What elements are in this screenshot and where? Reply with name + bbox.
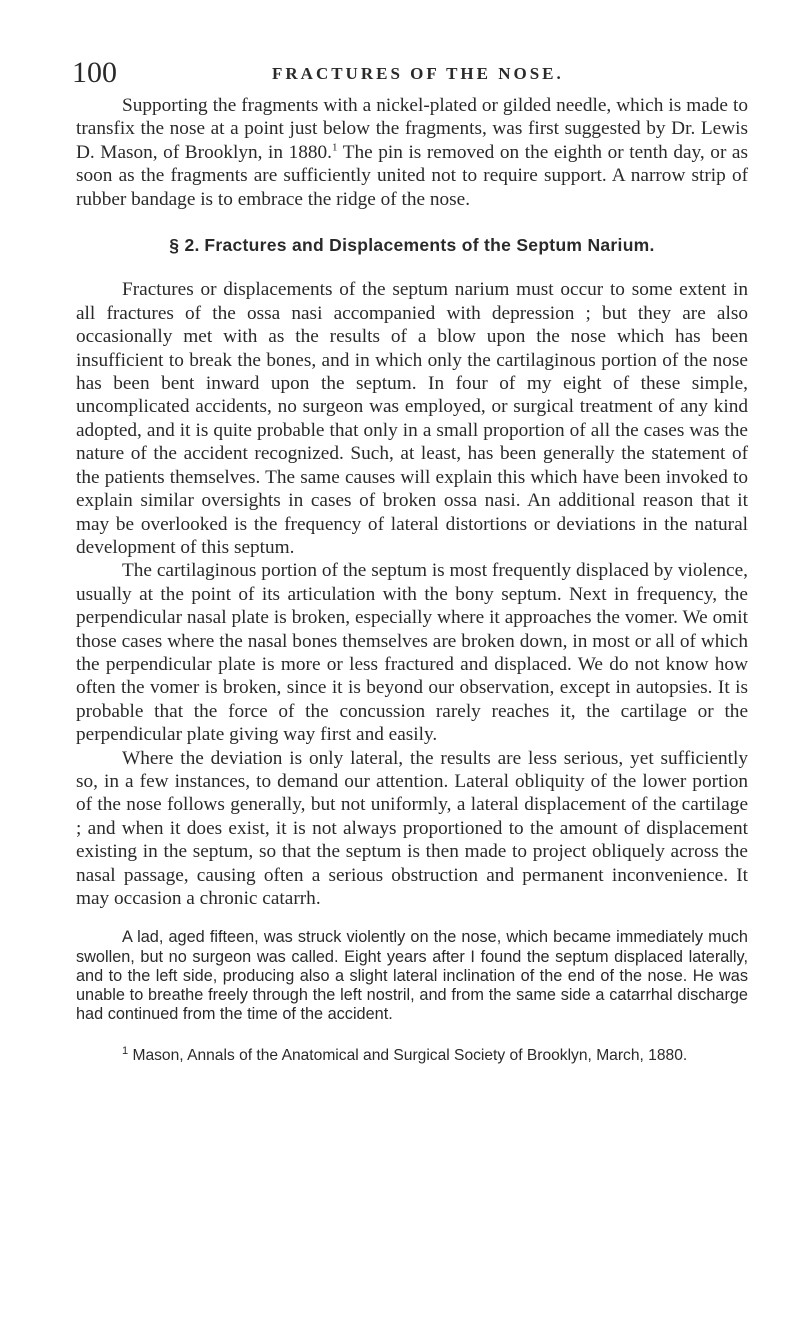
footnote-reference: 1 bbox=[331, 141, 338, 154]
intro-text-continued: The pin is removed on the eighth or tenth day, or as soon as the fragments are sufficiently united not to require support. A narrow strip of rubber bandage is to embrace the ridge of the nose. bbox=[76, 141, 748, 210]
body-paragraph: Where the deviation is only lateral, the results are less serious, yet sufficiently so, in a few instances, to demand our attention. Lateral obliquity of the lower portion of the nose follows generally, but not uniformly, a lateral displacement of the cartilage ; and when it does exist, it is not always proportioned to the amount of displacement existing in the septum, so that the septum is then made to project obliquely across the nasal passage, causing often a serious obstruction and permanent inconvenience. It may occasion a chronic catarrh. bbox=[76, 747, 748, 909]
body-paragraph: The cartilaginous portion of the septum is most frequently displaced by violence, usually at the point of its articulation with the bony septum. Next in frequency, the perpendicular nasal plate is broken, especially where it approaches the vomer. We omit those cases where the nasal bones themselves are broken down, in most or all of which the perpendicular plate is more or less fractured and displaced. We do not know how often the vomer is broken, since it is beyond our observation, except in autopsies. It is probable that the force of the concussion rarely reaches it, the cartilage or the perpendicular plate giving way first and easily. bbox=[76, 560, 748, 746]
page-header bbox=[72, 56, 752, 90]
section-number: § 2. bbox=[169, 235, 200, 256]
page-number: 100 bbox=[72, 56, 117, 89]
footnote-text: Mason, Annals of the Anatomical and Surgical Society of Brooklyn, March, 1880. bbox=[128, 1047, 688, 1065]
case-report: A lad, aged fifteen, was struck violently on the nose, which became immediately much swollen, but no surgeon was called. Eight years after I found the septum displaced laterally, and to the left side, producing also a slight lateral inclination of the end of the nose. He was unable to breathe freely through the left nostril, and from the same side a catarrhal discharge had continued from the time of the accident. bbox=[76, 928, 748, 1024]
section-title: Fractures and Displacements of the Septum Narium. bbox=[204, 235, 655, 256]
footnote-marker: 1 bbox=[122, 1045, 129, 1058]
running-title: FRACTURES OF THE NOSE. bbox=[272, 64, 564, 83]
page-body bbox=[76, 94, 748, 1066]
section-heading bbox=[76, 234, 748, 257]
footnote bbox=[76, 1046, 748, 1066]
body-paragraph: Fractures or displacements of the septum narium must occur to some extent in all fractures of the ossa nasi accompanied with depression ; but they are also occasionally met with as the results of a blow upon the nose which has been insufficient to break the bones, and in which only the cartilaginous portion of the nose has been bent inward upon the septum. In four of my eight of these simple, uncomplicated accidents, no surgeon was employed, or surgical treatment of any kind adopted, and it is quite probable that only in a small proportion of all the cases was the nature of the accident recognized. Such, at least, has been generally the statement of the patients themselves. The same causes will explain this which have been invoked to explain similar oversights in cases of broken ossa nasi. An additional reason that it may be overlooked is the frequency of lateral distortions or deviations in the natural development of this septum. bbox=[76, 279, 748, 558]
intro-text: Supporting the fragments with a nickel-plated or gilded needle, which is made to transfix the nose at a point just below the fragments, was first suggested by Dr. Lewis D. Mason, of Brooklyn, in 1880. bbox=[76, 95, 748, 163]
intro-paragraph bbox=[76, 94, 748, 211]
